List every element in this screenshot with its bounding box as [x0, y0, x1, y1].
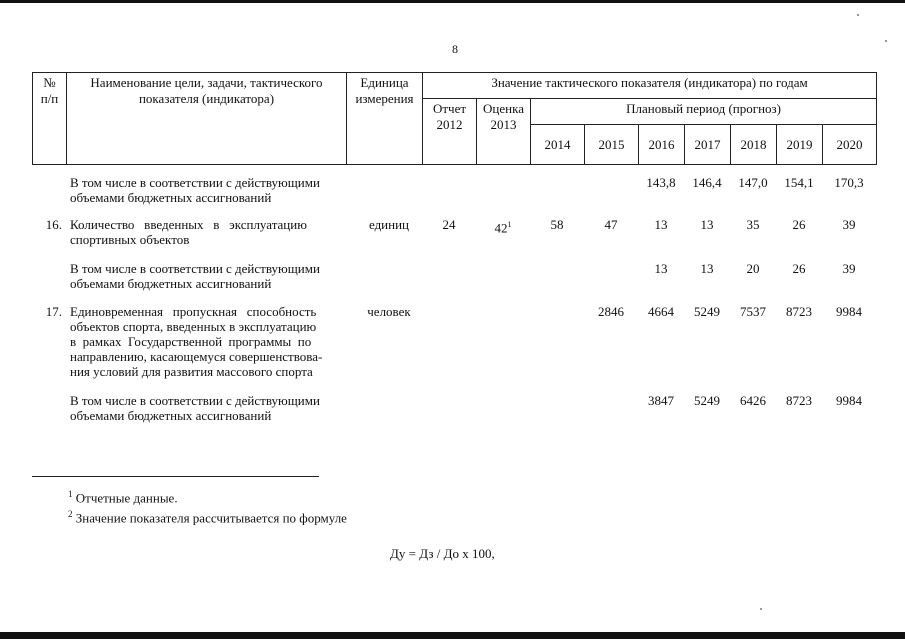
row-name: [70, 217, 345, 247]
row-name-line: объемами бюджетных ассигнований: [70, 190, 272, 205]
row-year-value: 143,8: [646, 175, 676, 190]
header-estimate: Оценка 2013: [477, 99, 531, 165]
row-year-value: 7537: [740, 304, 766, 319]
row-name-line: направлению, касающемуся совершенствова-: [70, 349, 323, 364]
row-name-line: объектов спорта, введенных в эксплуатацию: [70, 319, 317, 334]
row-year-value: 8723: [786, 393, 812, 408]
header-unit: Единица измерения: [347, 73, 423, 165]
row-name-line: В том числе в соответствии с действующими: [70, 261, 320, 276]
footnote: [68, 509, 347, 526]
row-number: 16.: [45, 217, 62, 232]
row-year-value: 13: [700, 261, 714, 276]
row-name: [70, 261, 345, 291]
header-year: 2014: [531, 125, 585, 165]
row-year-value: 39: [842, 217, 856, 232]
row-number: 17.: [45, 304, 62, 319]
row-year-value: 13: [700, 217, 714, 232]
header-num: № п/п: [33, 73, 67, 165]
row-year-value: 20: [746, 261, 760, 276]
row-year-value: 5249: [694, 393, 720, 408]
page-number: 8: [452, 42, 458, 56]
row-year-value: 8723: [786, 304, 812, 319]
header-year: 2019: [777, 125, 823, 165]
scan-border-bottom: [0, 632, 905, 639]
row-year-value: 35: [746, 217, 760, 232]
row-year-value: 146,4: [692, 175, 722, 190]
footnote-separator: [32, 476, 319, 477]
header-year: 2020: [823, 125, 877, 165]
row-unit: человек: [367, 304, 411, 319]
scan-speck: [857, 14, 859, 16]
row-report: 24: [442, 217, 456, 232]
footnote-mark: 1: [507, 220, 512, 229]
row-year-value: 154,1: [784, 175, 814, 190]
row-year-value: 13: [654, 217, 668, 232]
row-year-value: 2846: [598, 304, 624, 319]
header-report: Отчет 2012: [423, 99, 477, 165]
row-year-value: 170,3: [834, 175, 864, 190]
row-year-value: 47: [604, 217, 618, 232]
row-year-value: 6426: [740, 393, 766, 408]
row-name: [70, 393, 345, 423]
footnote-mark: 2: [68, 509, 73, 519]
row-name-line: В том числе в соответствии с действующими: [70, 175, 320, 190]
footnote-mark: 1: [68, 489, 73, 499]
row-unit: единиц: [368, 217, 410, 232]
footnote: [68, 489, 178, 506]
scan-speck: [885, 40, 887, 42]
header-values: Значение тактического показателя (индикатора) по годам: [423, 73, 877, 99]
row-year-value: 5249: [694, 304, 720, 319]
formula: Ду = Дз / До х 100,: [390, 546, 495, 561]
row-year-value: 39: [842, 261, 856, 276]
row-name: [70, 304, 345, 379]
row-name-line: объемами бюджетных ассигнований: [70, 408, 272, 423]
row-estimate-value: 42: [494, 220, 508, 236]
scan-border-top: [0, 0, 905, 3]
indicator-table-header: [32, 72, 877, 165]
row-name-line: В том числе в соответствии с действующими: [70, 393, 320, 408]
row-name-line: объемами бюджетных ассигнований: [70, 276, 272, 291]
header-year: 2016: [639, 125, 685, 165]
footnote-text: Отчетные данные.: [75, 490, 178, 506]
row-name-line: Единовременная пропускная способность: [70, 304, 317, 319]
row-year-value: 58: [550, 217, 564, 232]
row-year-value: 147,0: [738, 175, 768, 190]
row-year-value: 4664: [648, 304, 674, 319]
row-name-line: спортивных объектов: [70, 232, 190, 247]
row-name-line: ния условий для развития массового спорта: [70, 364, 313, 379]
header-year: 2017: [685, 125, 731, 165]
row-year-value: 26: [792, 217, 806, 232]
footnote-text: Значение показателя рассчитывается по формуле: [75, 510, 347, 526]
row-name-line: Количество введенных в эксплуатацию: [70, 217, 307, 232]
row-year-value: 9984: [836, 393, 862, 408]
row-year-value: 3847: [648, 393, 674, 408]
row-year-value: 26: [792, 261, 806, 276]
header-year: 2015: [585, 125, 639, 165]
row-year-value: 13: [654, 261, 668, 276]
header-name: Наименование цели, задачи, тактического показателя (индикатора): [67, 73, 347, 165]
scan-speck: [760, 608, 762, 610]
row-name: [70, 175, 345, 205]
row-year-value: 9984: [836, 304, 862, 319]
header-year: 2018: [731, 125, 777, 165]
header-plan: Плановый период (прогноз): [531, 99, 877, 125]
row-estimate: [476, 217, 530, 235]
row-name-line: в рамках Государственной программы по: [70, 334, 312, 349]
